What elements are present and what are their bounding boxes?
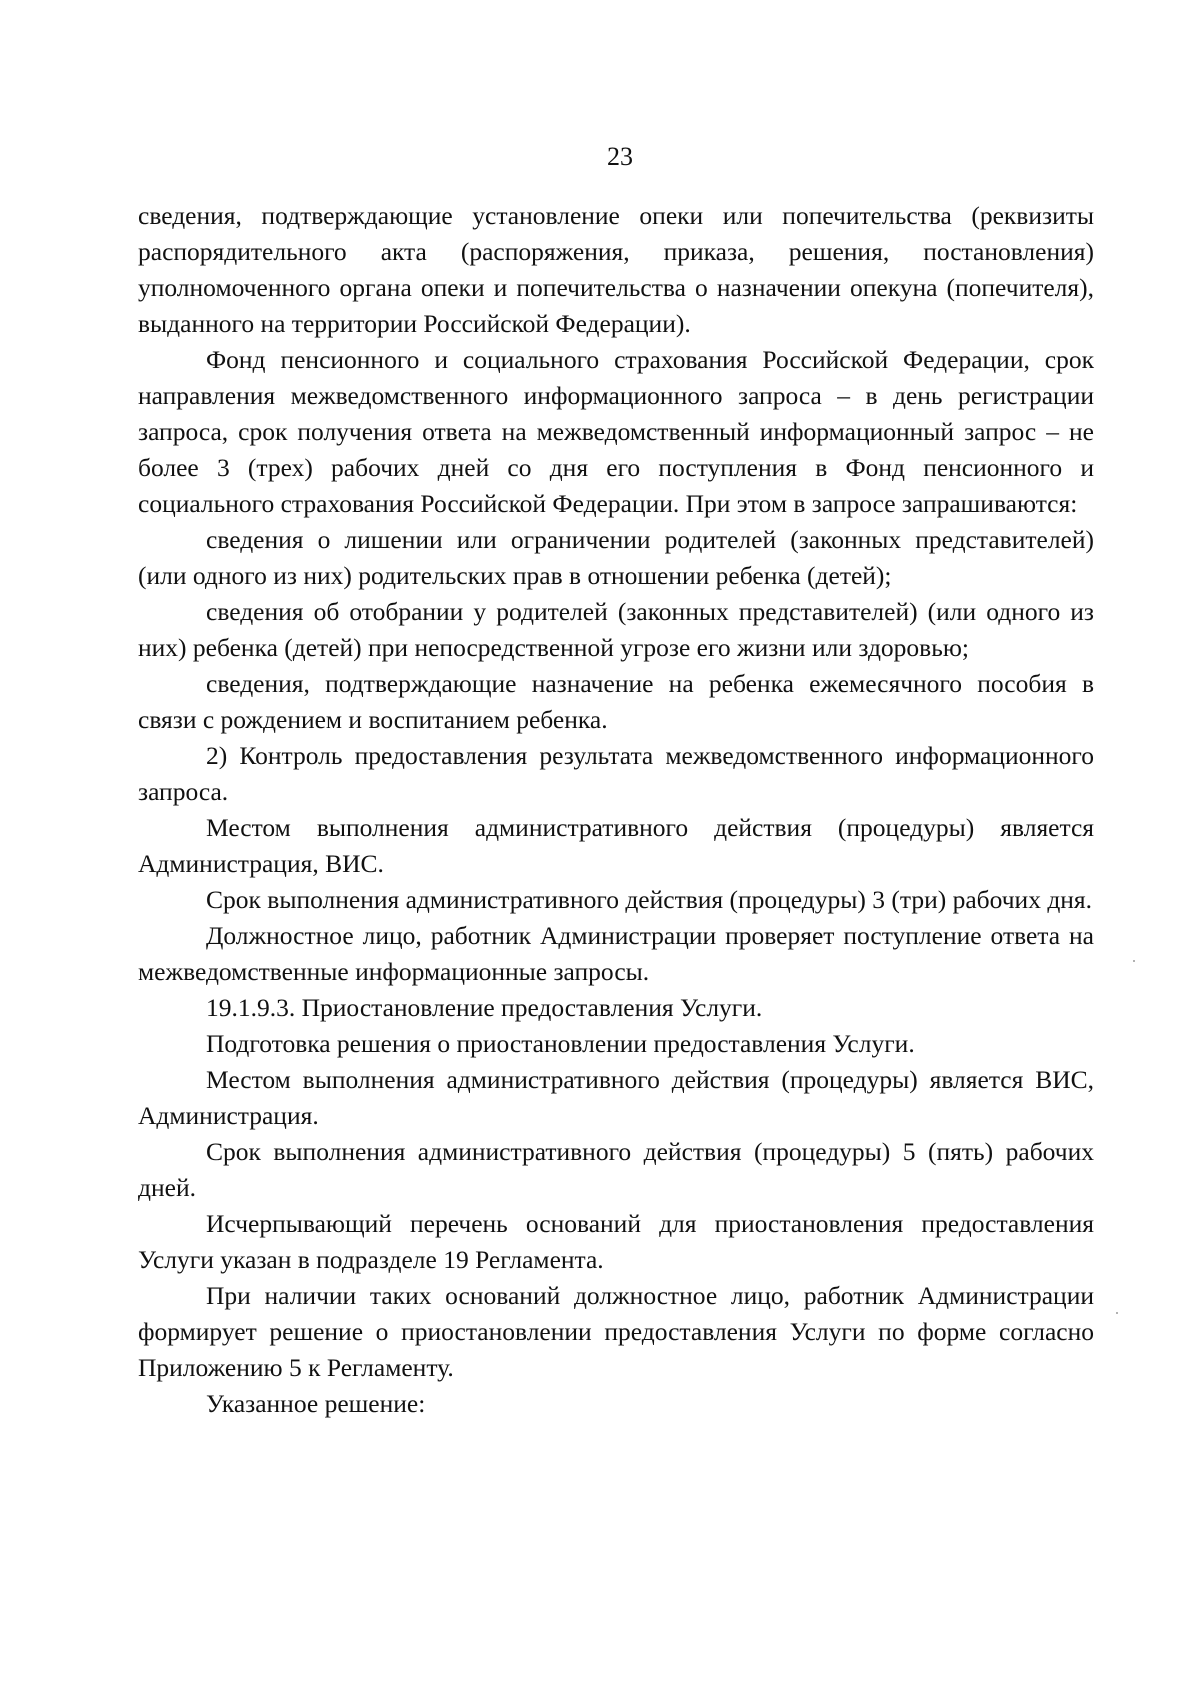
paragraph-term-three-days: Срок выполнения административного действия (процедуры) 3 (три) рабочих дня.	[206, 885, 1093, 914]
paragraph-monthly-allowance: сведения, подтверждающие назначение на ребенка ежемесячного пособия в связи с рождением и воспитанием ребенка.	[138, 669, 1094, 734]
paragraph-pension-fund-request: Фонд пенсионного и социального страхования Российской Федерации, срок направления межведомственного информационного запроса – в день регистрации запроса, срок получения ответа на межведомственный информационный запрос – не более 3 (трех) рабочих дней со дня его поступления в Фонд пенсионного и социального страхования Российской Федерации. При этом в запросе запрашиваются:	[138, 345, 1094, 518]
paragraph-said-decision: Указанное решение:	[206, 1389, 426, 1418]
paragraph-control-result: 2) Контроль предоставления результата межведомственного информационного запроса.	[138, 741, 1094, 806]
paragraph-parental-rights: сведения о лишении или ограничении родителей (законных представителей) (или одного из них) родительских прав в отношении ребенка (детей);	[138, 525, 1094, 590]
paragraph-official-checks: Должностное лицо, работник Администрации проверяет поступление ответа на межведомственные информационные запросы.	[138, 921, 1094, 986]
scan-speck	[1116, 1312, 1118, 1314]
paragraph-guardianship-info: сведения, подтверждающие установление опеки или попечительства (реквизиты распорядительного акта (распоряжения, приказа, решения, постановления) уполномоченного органа опеки и попечительства о назначении опекуна (попечителя), выданного на территории Российской Федерации).	[138, 201, 1094, 338]
section-heading-suspension: 19.1.9.3. Приостановление предоставления Услуги.	[206, 993, 763, 1022]
paragraph-grounds-list: Исчерпывающий перечень оснований для приостановления предоставления Услуги указан в подразделе 19 Регламента.	[138, 1209, 1094, 1274]
paragraph-place-vis-admin: Местом выполнения административного действия (процедуры) является ВИС, Администрация.	[138, 1065, 1094, 1130]
paragraph-place-admin-vis: Местом выполнения административного действия (процедуры) является Администрация, ВИС.	[138, 813, 1094, 878]
paragraph-term-five-days: Срок выполнения административного действия (процедуры) 5 (пять) рабочих дней.	[138, 1137, 1094, 1202]
paragraph-prepare-suspension: Подготовка решения о приостановлении предоставления Услуги.	[206, 1029, 915, 1058]
scan-speck	[1133, 960, 1135, 962]
paragraph-forms-decision: При наличии таких оснований должностное лицо, работник Администрации формирует решение о приостановлении предоставления Услуги по форме согласно Приложению 5 к Регламенту.	[138, 1281, 1094, 1382]
page-number: 23	[607, 142, 633, 171]
paragraph-child-removal: сведения об отобрании у родителей (законных представителей) (или одного из них) ребенка (детей) при непосредственной угрозе его жизни или здоровью;	[138, 597, 1094, 662]
document-body	[138, 198, 1094, 1422]
